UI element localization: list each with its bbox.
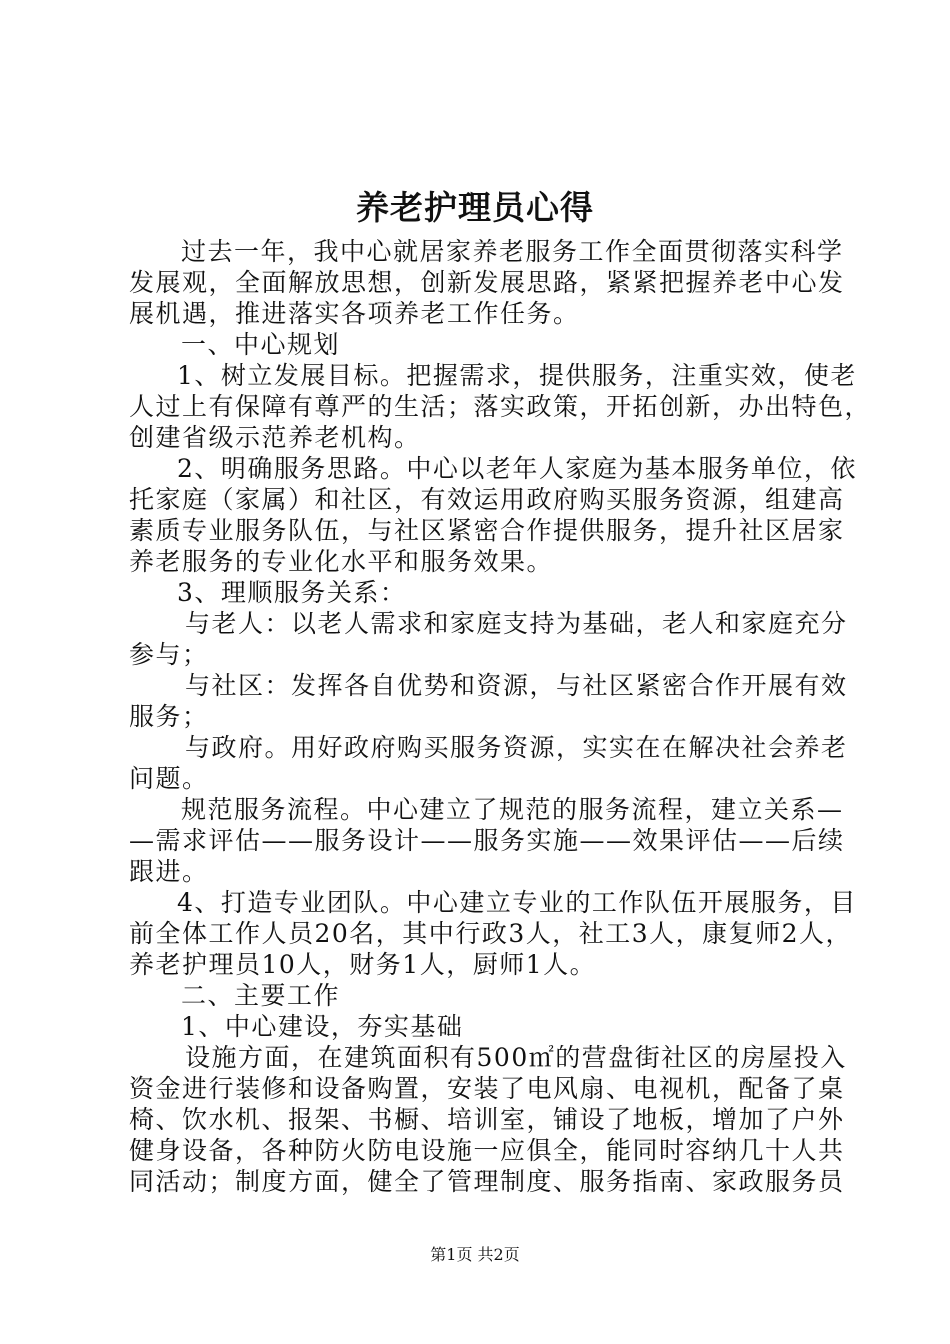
- document-title: 养老护理员心得: [356, 188, 594, 227]
- paragraph-line: —需求评估——服务设计——服务实施——效果评估——后续: [129, 826, 845, 855]
- paragraph-line: 问题。: [129, 764, 209, 793]
- paragraph-line: 4、打造专业团队。中心建立专业的工作队伍开展服务，目: [177, 888, 857, 917]
- page-number-footer: 第1页 共2页: [430, 1245, 520, 1264]
- paragraph-line: 与老人：以老人需求和家庭支持为基础，老人和家庭充分: [185, 609, 848, 638]
- paragraph-line: 同活动；制度方面，健全了管理制度、服务指南、家政服务员: [129, 1167, 845, 1196]
- paragraph-line: 与社区：发挥各自优势和资源，与社区紧密合作开展有效: [185, 671, 848, 700]
- paragraph-line: 健身设备，各种防火防电设施一应俱全，能同时容纳几十人共: [129, 1136, 845, 1165]
- paragraph-line: 设施方面，在建筑面积有500㎡的营盘街社区的房屋投入: [185, 1043, 847, 1072]
- paragraph-line: 创建省级示范养老机构。: [129, 423, 421, 452]
- paragraph-line: 素质专业服务队伍，与社区紧密合作提供服务，提升社区居家: [129, 516, 845, 545]
- paragraph-line: 参与；: [129, 640, 209, 669]
- paragraph-line: 展机遇，推进落实各项养老工作任务。: [129, 299, 580, 328]
- paragraph-line: 过去一年，我中心就居家养老服务工作全面贯彻落实科学: [181, 237, 844, 266]
- paragraph-line: 与政府。用好政府购买服务资源，实实在在解决社会养老: [185, 733, 848, 762]
- paragraph-line: 发展观，全面解放思想，创新发展思路，紧紧把握养老中心发: [129, 268, 845, 297]
- document-body: [129, 236, 872, 1197]
- paragraph-line: 1、树立发展目标。把握需求，提供服务，注重实效，使老: [177, 361, 857, 390]
- section-heading: 一、中心规划: [181, 330, 341, 359]
- paragraph-line: 椅、饮水机、报架、书橱、培训室，铺设了地板，增加了户外: [129, 1105, 845, 1134]
- paragraph-line: 3、理顺服务关系：: [177, 578, 407, 607]
- subsection-heading: 1、中心建设，夯实基础: [181, 1012, 464, 1041]
- paragraph-line: 资金进行装修和设备购置，安装了电风扇、电视机，配备了桌: [129, 1074, 845, 1103]
- paragraph-line: 托家庭（家属）和社区，有效运用政府购买服务资源，组建高: [129, 485, 845, 514]
- paragraph-line: 规范服务流程。中心建立了规范的服务流程，建立关系—: [181, 795, 844, 824]
- section-heading: 二、主要工作: [181, 981, 341, 1010]
- paragraph-line: 养老护理员10人，财务1人，厨师1人。: [129, 950, 597, 979]
- paragraph-line: 跟进。: [129, 857, 209, 886]
- paragraph-line: 人过上有保障有尊严的生活；落实政策，开拓创新，办出特色，: [129, 392, 872, 421]
- paragraph-line: 养老服务的专业化水平和服务效果。: [129, 547, 554, 576]
- paragraph-line: 前全体工作人员20名，其中行政3人，社工3人，康复师2人，: [129, 919, 853, 948]
- paragraph-line: 2、明确服务思路。中心以老年人家庭为基本服务单位，依: [177, 454, 857, 483]
- paragraph-line: 服务；: [129, 702, 209, 731]
